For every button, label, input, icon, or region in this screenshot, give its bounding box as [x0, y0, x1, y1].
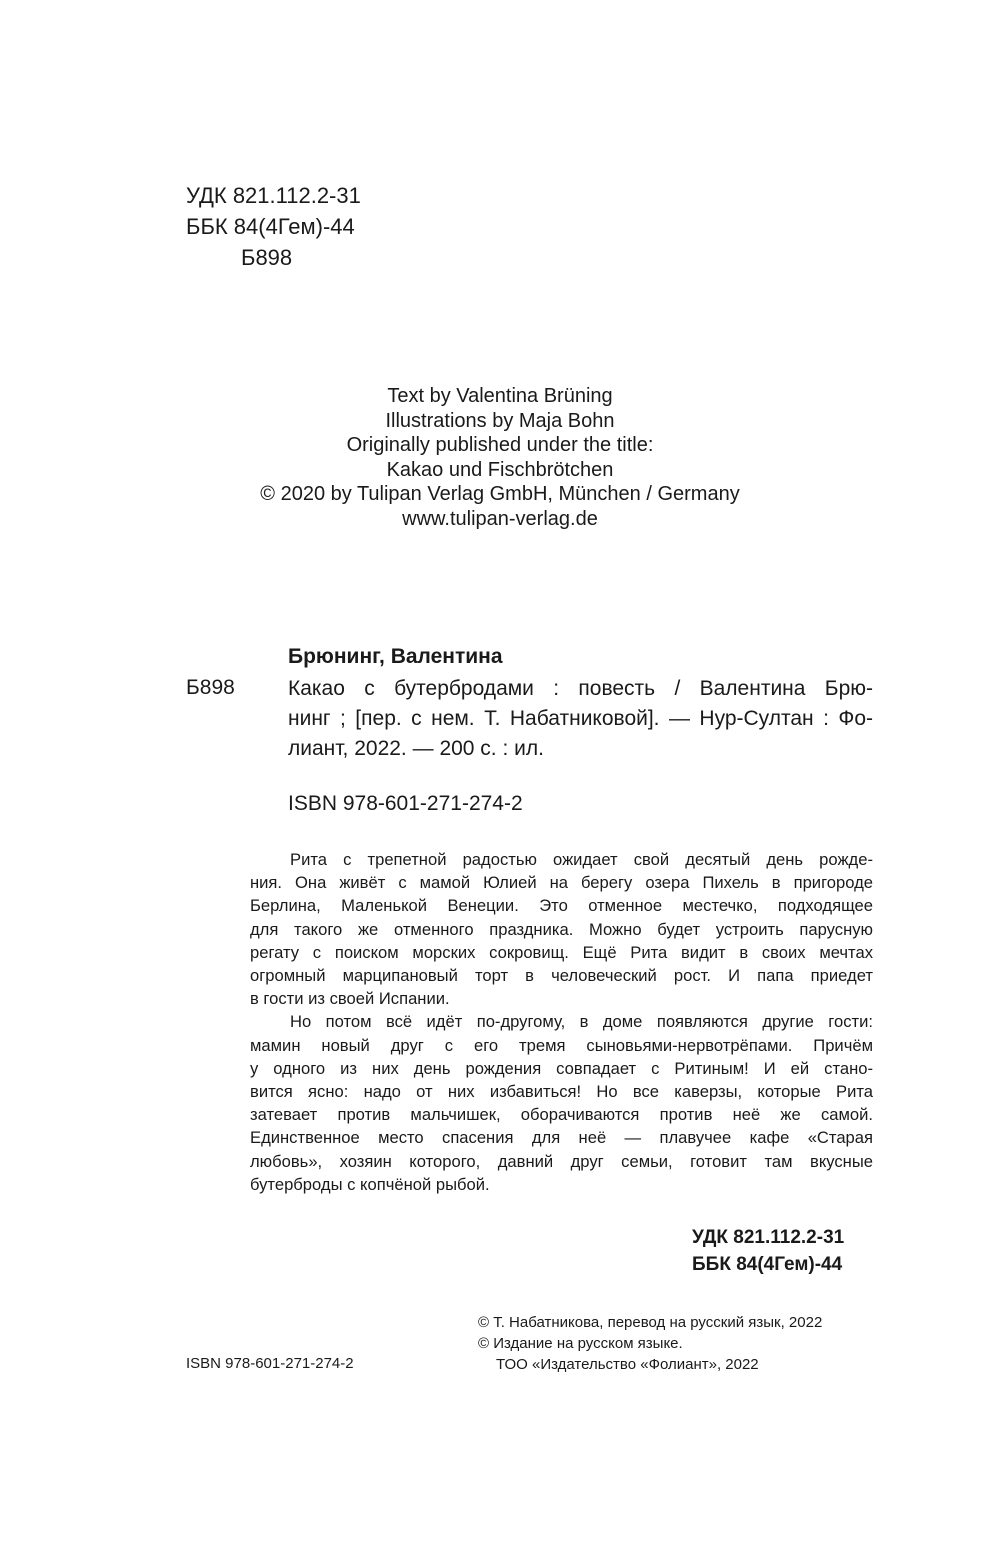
record-line: нинг ; [пер. с нем. Т. Набатниковой]. — Нур-Султан : Фо-	[288, 707, 873, 730]
annotation-line: Рита с трепетной радостью ожидает свой десятый день рожде-	[290, 850, 873, 869]
annotation-line: Берлина, Маленькой Венеции. Это отменное местечко, подходящее	[250, 896, 873, 916]
author-code-top: Б898	[241, 245, 293, 270]
record-line: Какао с бутербродами : повесть / Валентина Брю-	[288, 677, 873, 700]
annotation-line: бутерброды с копчёной рыбой.	[250, 1174, 490, 1194]
record-isbn: ISBN 978-601-271-274-2	[288, 792, 523, 815]
bbk-bottom: ББК 84(4Гем)-44	[692, 1254, 843, 1275]
classification-bottom	[692, 1224, 844, 1278]
annotation-line: регату с поиском морских сокровищ. Ещё Рита видит в своих мечтах	[250, 942, 873, 962]
copyright-publisher: ТОО «Издательство «Фолиант», 2022	[496, 1356, 759, 1373]
credit-illustrations-by: Illustrations by Maja Bohn	[385, 409, 615, 432]
annotation-line: огромный марципановый торт в человеческий рост. И папа приедет	[250, 966, 873, 986]
annotation-line: любовь», хозяин которого, давний друг семьи, готовит там вкусные	[250, 1151, 873, 1171]
annotation-line: вится ясно: надо от них избавиться! Но все каверзы, которые Рита	[250, 1082, 873, 1102]
annotation-line: у одного из них день рождения совпадает с Ритиным! И ей стано-	[250, 1058, 873, 1078]
annotation-line: для такого же отменного праздника. Можно будет устроить парусную	[250, 919, 873, 939]
copyright-isbn: ISBN 978-601-271-274-2	[186, 1355, 354, 1372]
annotation-line: Единственное место спасения для неё — плавучее кафе «Старая	[250, 1128, 873, 1148]
record-line: лиант, 2022. — 200 с. : ил.	[288, 737, 544, 760]
bbk-top: ББК 84(4Гем)-44	[186, 214, 355, 239]
credit-website: www.tulipan-verlag.de	[402, 507, 598, 530]
udk-bottom: УДК 821.112.2-31	[692, 1227, 845, 1248]
annotation-line: Но потом всё идёт по-другому, в доме появляются другие гости:	[290, 1012, 873, 1032]
credit-copyright: © 2020 by Tulipan Verlag GmbH, München / Germany	[260, 483, 740, 506]
credits-block	[0, 384, 1000, 532]
annotation-line: ния. Она живёт с мамой Юлией на берегу озера Пихель в пригороде	[250, 873, 873, 893]
annotation-line: в гости из своей Испании.	[250, 989, 450, 1009]
copyright-translation: © Т. Набатникова, перевод на русский язык, 2022	[478, 1314, 823, 1331]
udk-top: УДК 821.112.2-31	[186, 183, 361, 208]
copyright-edition: © Издание на русском языке.	[478, 1335, 683, 1352]
record-author: Брюнинг, Валентина	[288, 645, 503, 668]
credit-original-title-label: Originally published under the title:	[346, 434, 654, 457]
annotation	[250, 848, 873, 1196]
annotation-line: затевает против мальчишек, оборачиваются против неё же самой.	[250, 1105, 873, 1125]
annotation-line: мамин новый друг с его тремя сыновьями-нервотрёпами. Причём	[250, 1035, 873, 1055]
credit-text-by: Text by Valentina Brüning	[387, 385, 613, 407]
record-description	[288, 674, 873, 764]
record-author-code: Б898	[186, 676, 235, 699]
credit-original-title: Kakao und Fischbrötchen	[386, 458, 614, 481]
